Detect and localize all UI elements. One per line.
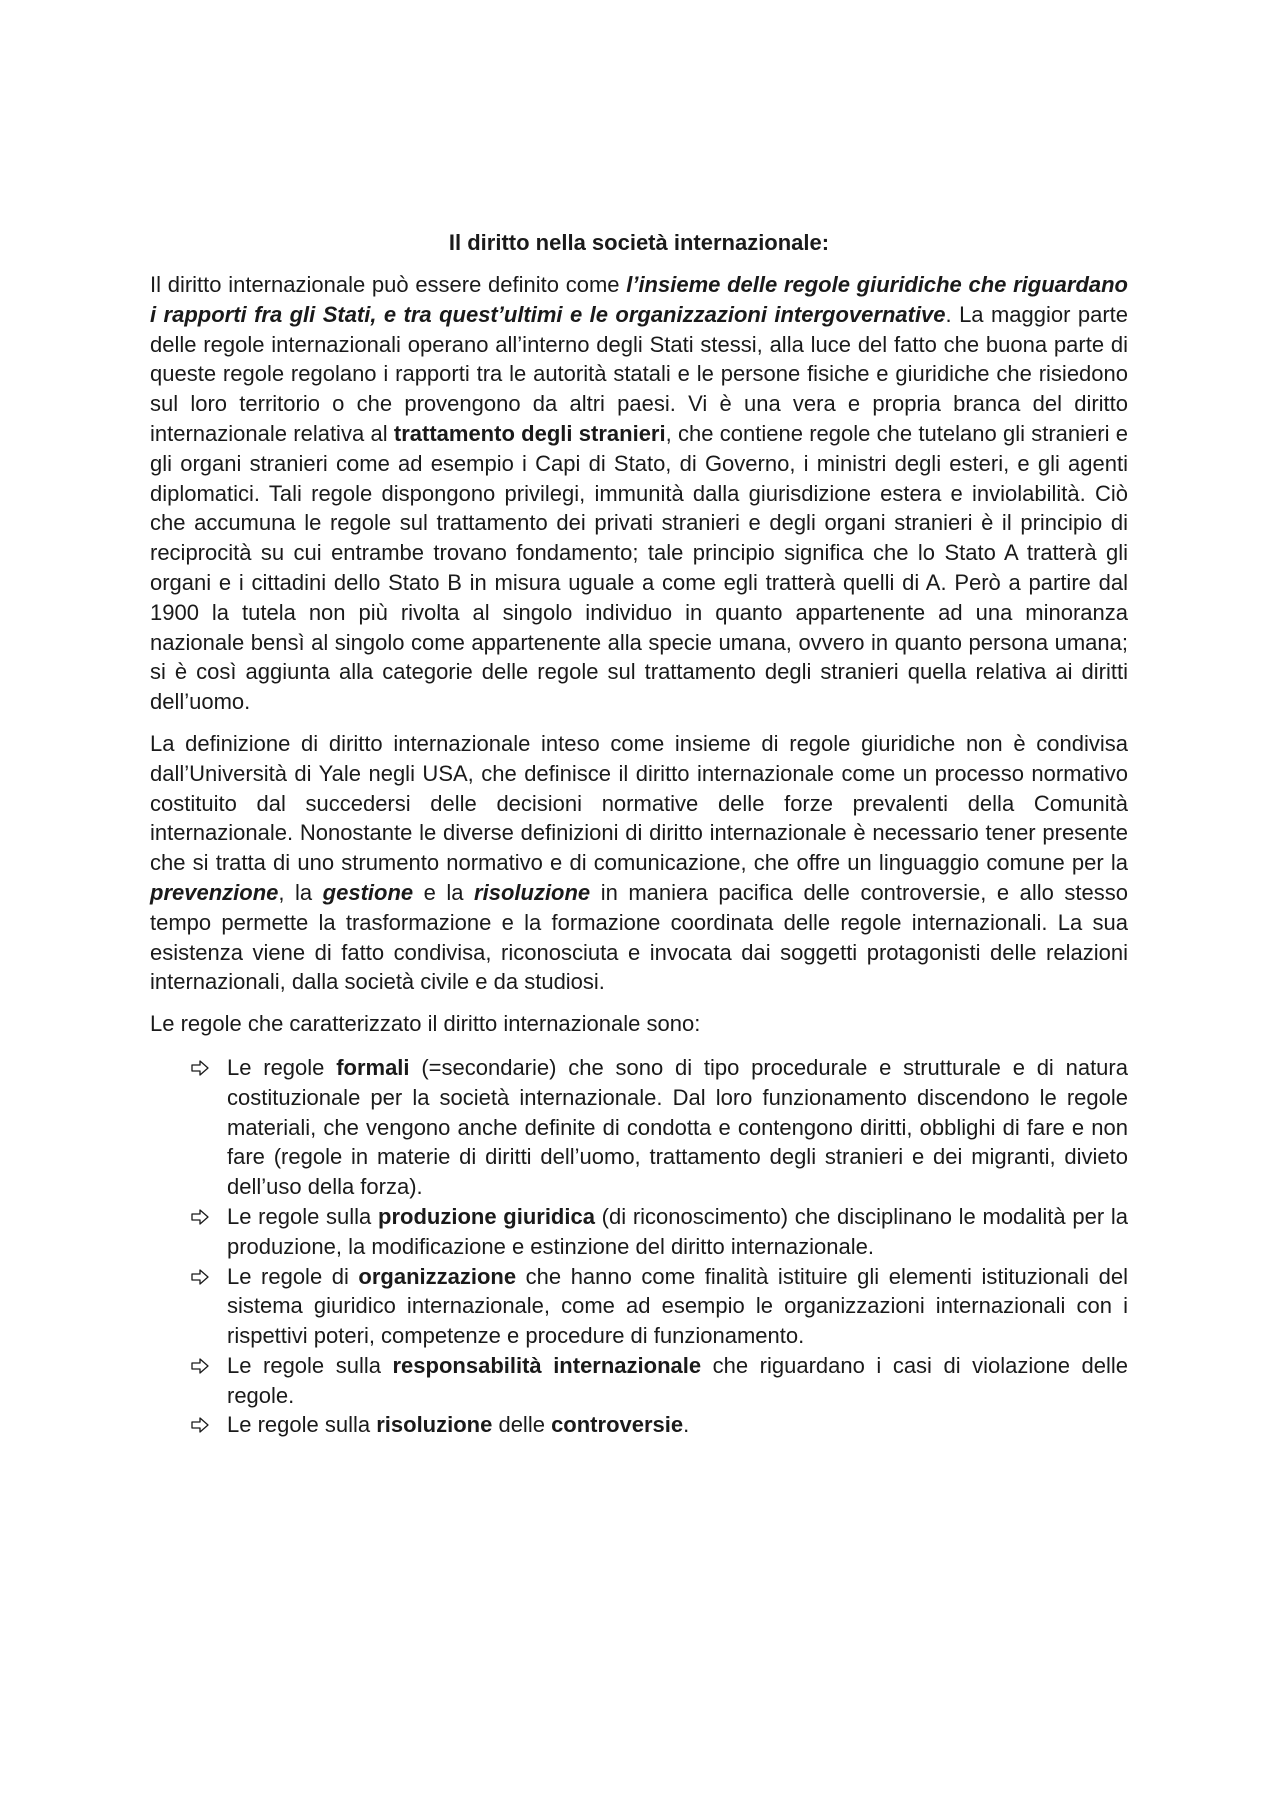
outline-right-arrow-icon — [190, 1267, 210, 1287]
outline-right-arrow-icon — [190, 1415, 210, 1435]
emphasis-text: gestione — [322, 879, 414, 905]
list-item-text: Le regole — [227, 1054, 337, 1080]
list-item-text: . — [683, 1412, 690, 1438]
bold-text: risoluzione — [376, 1412, 493, 1438]
paragraph-text: Il diritto internazionale può essere definito come — [150, 272, 627, 297]
list-item-text: Le regole sulla — [227, 1352, 393, 1378]
outline-right-arrow-icon — [190, 1058, 210, 1078]
paragraph-text: , la — [278, 879, 323, 905]
paragraph-text: . La maggior parte delle regole internazionali operano all’interno degli Stati stessi, alla luce del fatto che buona parte di queste regole regolano i rapporti tra le autorità statali e le persone fisiche e giuridiche che risiedono sul loro territorio o che provengono da altri paesi. Vi è una vera e propria branca del diritto internazionale relativa al — [150, 301, 1128, 446]
list-item-text: Le regole sulla — [227, 1203, 379, 1229]
list-item — [190, 1262, 1128, 1351]
paragraph-intro-list: Le regole che caratterizzato il diritto internazionale sono: — [150, 1011, 701, 1037]
emphasis-text: prevenzione — [150, 879, 279, 905]
list-item-text: delle — [492, 1412, 552, 1438]
emphasis-text: risoluzione — [474, 879, 591, 905]
list-item — [190, 1202, 1128, 1262]
paragraph-definition — [150, 270, 1128, 717]
paragraph-text: , che contiene regole che tutelano gli stranieri e gli organi stranieri come ad esempio i Capi di Stato, di Governo, i ministri degli esteri, e gli agenti diplomatici. Tali regole dispongono privilegi, immunità dalla giurisdizione estera e inviolabilità. Ciò che accumuna le regole sul trattamento dei privati stranieri e degli organi stranieri è il principio di reciprocità su cui entrambe trovano fondamento; tale principio significa che lo Stato A tratterà gli organi e i cittadini dello Stato B in misura uguale a come egli tratterà quelli di A. Però a partire dal 1900 la tutela non più rivolta al singolo individuo in quanto appartenente ad una minoranza nazionale bensì al singolo come appartenente alla specie umana, ovvero in quanto persona umana; si è così aggiunta alla categorie delle regole sul trattamento degli stranieri quella relativa ai diritti dell’uomo. — [150, 420, 1129, 715]
document-page — [150, 228, 1128, 1440]
rules-list — [150, 1053, 1128, 1440]
bold-text: produzione giuridica — [378, 1203, 595, 1229]
list-item — [190, 1053, 1128, 1202]
list-item-text: Le regole di — [227, 1263, 359, 1289]
bold-text: trattamento degli stranieri — [393, 420, 666, 446]
paragraph-text: La definizione di diritto internazionale inteso come insieme di regole giuridiche non è condivisa dall’Università di Yale negli USA, che definisce il diritto internazionale come un processo normativo costituito dal succedersi delle decisioni normative delle forze prevalenti della Comunità internazionale. Nonostante le diverse definizioni di diritto internazionale è necessario tener presente che si tratta di uno strumento normativo e di comunicazione, che offre un linguaggio comune per la — [150, 730, 1128, 876]
list-item — [190, 1351, 1128, 1411]
list-item-text: che riguardano i casi di violazione delle regole. — [227, 1352, 1129, 1408]
bold-text: formali — [336, 1054, 410, 1080]
list-item-text: (di riconoscimento) che disciplinano le modalità per la produzione, la modificazione e estinzione del diritto internazionale. — [227, 1203, 1128, 1259]
paragraph-text: e la — [413, 879, 475, 905]
list-item-text: (=secondarie) che sono di tipo procedurale e strutturale e di natura costituzionale per la società internazionale. Dal loro funzionamento discendono le regole materiali, che vengono anche definite di condotta e contengono diritti, obblighi di fare e non fare (regole in materie di diritti dell’uomo, trattamento degli stranieri e dei migranti, divieto dell’uso della forza). — [227, 1054, 1128, 1200]
bold-text: responsabilità internazionale — [392, 1352, 702, 1378]
outline-right-arrow-icon — [190, 1207, 210, 1227]
paragraph-yale — [150, 729, 1128, 997]
bold-text: controversie — [551, 1412, 684, 1438]
paragraph-text: in maniera pacifica delle controversie, e allo stesso tempo permette la trasformazione e la formazione coordinata delle regole internazionali. La sua esistenza viene di fatto condivisa, riconosciuta e invocata dai soggetti protagonisti delle relazioni internazionali, dalla società civile e da studiosi. — [150, 879, 1128, 995]
document-title: Il diritto nella società internazionale: — [448, 230, 830, 255]
list-item — [190, 1410, 1128, 1440]
bold-text: organizzazione — [358, 1263, 517, 1289]
outline-right-arrow-icon — [190, 1356, 210, 1376]
list-item-text: che hanno come finalità istituire gli elementi istituzionali del sistema giuridico internazionale, come ad esempio le organizzazioni internazionali con i rispettivi poteri, competenze e procedure di funzionamento. — [227, 1263, 1128, 1349]
emphasis-text: l’insieme delle regole giuridiche che riguardano i rapporti fra gli Stati, e tra quest’ultimi e le organizzazioni intergovernative — [150, 272, 1128, 327]
list-item-text: Le regole sulla — [227, 1412, 377, 1438]
